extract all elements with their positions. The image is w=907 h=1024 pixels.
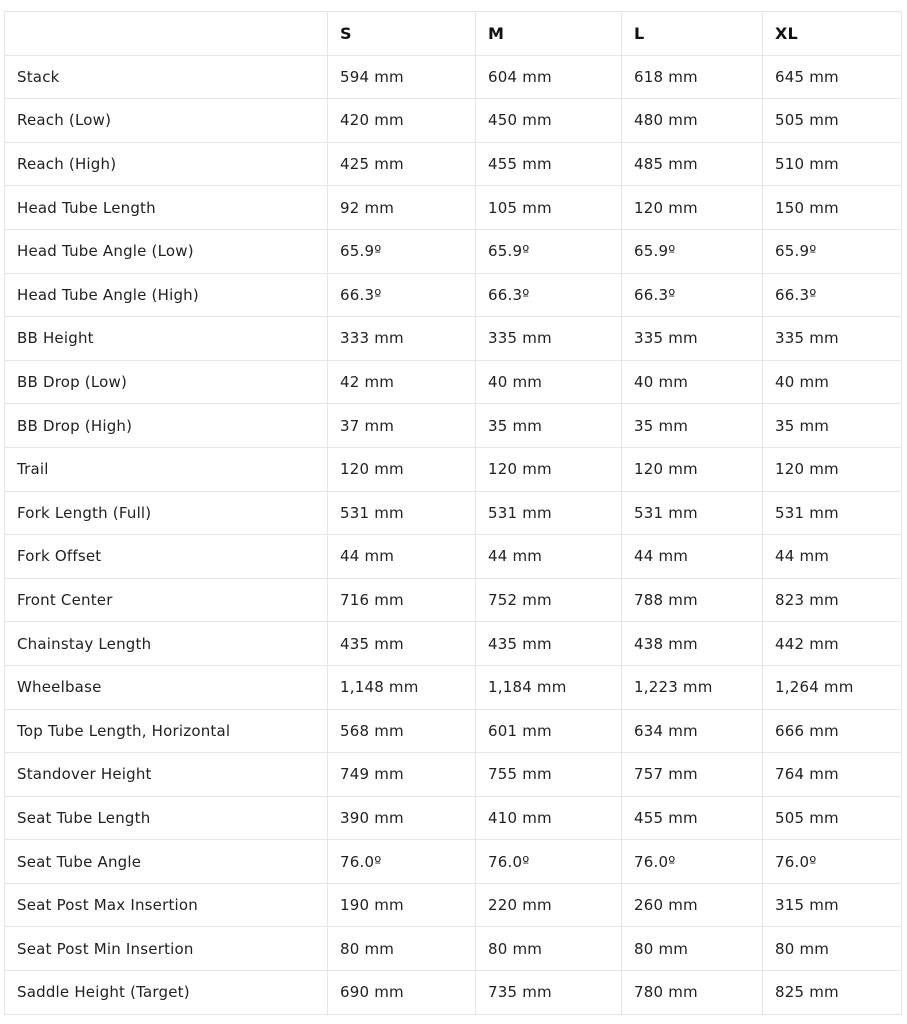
table-cell: 120 mm xyxy=(328,447,476,491)
row-label: Fork Offset xyxy=(5,535,328,579)
table-row xyxy=(5,578,902,622)
table-cell: 604 mm xyxy=(476,55,622,99)
geometry-table xyxy=(4,11,902,1015)
table-cell: 65.9º xyxy=(476,229,622,273)
table-cell: 435 mm xyxy=(476,622,622,666)
table-cell: 568 mm xyxy=(328,709,476,753)
table-cell: 80 mm xyxy=(763,927,902,971)
table-row xyxy=(5,317,902,361)
table-cell: 752 mm xyxy=(476,578,622,622)
table-row xyxy=(5,665,902,709)
table-cell: 510 mm xyxy=(763,142,902,186)
table-cell: 531 mm xyxy=(328,491,476,535)
table-cell: 66.3º xyxy=(476,273,622,317)
table-cell: 531 mm xyxy=(476,491,622,535)
table-cell: 66.3º xyxy=(622,273,763,317)
table-cell: 690 mm xyxy=(328,971,476,1015)
table-cell: 335 mm xyxy=(476,317,622,361)
table-cell: 735 mm xyxy=(476,971,622,1015)
table-cell: 260 mm xyxy=(622,883,763,927)
table-cell: 823 mm xyxy=(763,578,902,622)
table-row xyxy=(5,535,902,579)
row-label: Chainstay Length xyxy=(5,622,328,666)
table-cell: 66.3º xyxy=(328,273,476,317)
row-label: Head Tube Angle (High) xyxy=(5,273,328,317)
table-cell: 92 mm xyxy=(328,186,476,230)
row-label: Standover Height xyxy=(5,753,328,797)
table-cell: 825 mm xyxy=(763,971,902,1015)
row-label: Seat Post Min Insertion xyxy=(5,927,328,971)
table-cell: 76.0º xyxy=(763,840,902,884)
table-cell: 120 mm xyxy=(476,447,622,491)
table-cell: 120 mm xyxy=(622,447,763,491)
table-row xyxy=(5,186,902,230)
table-cell: 531 mm xyxy=(763,491,902,535)
table-cell: 44 mm xyxy=(328,535,476,579)
table-cell: 438 mm xyxy=(622,622,763,666)
table-cell: 1,184 mm xyxy=(476,665,622,709)
table-cell: 420 mm xyxy=(328,99,476,143)
table-row xyxy=(5,404,902,448)
table-cell: 755 mm xyxy=(476,753,622,797)
row-label: Stack xyxy=(5,55,328,99)
row-label: Reach (Low) xyxy=(5,99,328,143)
table-cell: 315 mm xyxy=(763,883,902,927)
row-label: Fork Length (Full) xyxy=(5,491,328,535)
table-cell: 435 mm xyxy=(328,622,476,666)
table-cell: 1,264 mm xyxy=(763,665,902,709)
table-cell: 425 mm xyxy=(328,142,476,186)
row-label: Seat Tube Angle xyxy=(5,840,328,884)
table-cell: 410 mm xyxy=(476,796,622,840)
table-cell: 40 mm xyxy=(476,360,622,404)
row-label: Trail xyxy=(5,447,328,491)
table-cell: 1,223 mm xyxy=(622,665,763,709)
table-cell: 645 mm xyxy=(763,55,902,99)
table-cell: 594 mm xyxy=(328,55,476,99)
table-cell: 37 mm xyxy=(328,404,476,448)
table-cell: 120 mm xyxy=(622,186,763,230)
table-cell: 76.0º xyxy=(476,840,622,884)
table-cell: 764 mm xyxy=(763,753,902,797)
table-cell: 80 mm xyxy=(622,927,763,971)
table-cell: 35 mm xyxy=(622,404,763,448)
header-size-l: L xyxy=(622,12,763,56)
table-cell: 757 mm xyxy=(622,753,763,797)
table-header xyxy=(5,12,902,56)
table-cell: 42 mm xyxy=(328,360,476,404)
table-row xyxy=(5,99,902,143)
table-cell: 40 mm xyxy=(622,360,763,404)
row-label: Saddle Height (Target) xyxy=(5,971,328,1015)
row-label: Front Center xyxy=(5,578,328,622)
table-row xyxy=(5,622,902,666)
table-cell: 442 mm xyxy=(763,622,902,666)
row-label: Head Tube Angle (Low) xyxy=(5,229,328,273)
table-cell: 455 mm xyxy=(476,142,622,186)
table-cell: 531 mm xyxy=(622,491,763,535)
table-cell: 335 mm xyxy=(763,317,902,361)
table-cell: 44 mm xyxy=(476,535,622,579)
header-size-s: S xyxy=(328,12,476,56)
table-row xyxy=(5,971,902,1015)
table-cell: 66.3º xyxy=(763,273,902,317)
table-row xyxy=(5,796,902,840)
table-cell: 390 mm xyxy=(328,796,476,840)
table-cell: 44 mm xyxy=(763,535,902,579)
table-cell: 618 mm xyxy=(622,55,763,99)
table-cell: 505 mm xyxy=(763,99,902,143)
table-cell: 335 mm xyxy=(622,317,763,361)
table-cell: 65.9º xyxy=(763,229,902,273)
row-label: Reach (High) xyxy=(5,142,328,186)
row-label: Seat Post Max Insertion xyxy=(5,883,328,927)
table-cell: 716 mm xyxy=(328,578,476,622)
table-cell: 65.9º xyxy=(328,229,476,273)
row-label: BB Drop (Low) xyxy=(5,360,328,404)
row-label: Seat Tube Length xyxy=(5,796,328,840)
table-cell: 76.0º xyxy=(622,840,763,884)
table-row xyxy=(5,142,902,186)
row-label: Top Tube Length, Horizontal xyxy=(5,709,328,753)
table-cell: 788 mm xyxy=(622,578,763,622)
table-row xyxy=(5,229,902,273)
row-label: Wheelbase xyxy=(5,665,328,709)
table-cell: 80 mm xyxy=(328,927,476,971)
table-cell: 666 mm xyxy=(763,709,902,753)
table-cell: 220 mm xyxy=(476,883,622,927)
header-corner xyxy=(5,12,328,56)
header-row xyxy=(5,12,902,56)
table-cell: 480 mm xyxy=(622,99,763,143)
table-cell: 749 mm xyxy=(328,753,476,797)
table-cell: 634 mm xyxy=(622,709,763,753)
table-row xyxy=(5,447,902,491)
table-cell: 120 mm xyxy=(763,447,902,491)
table-row xyxy=(5,927,902,971)
row-label: BB Height xyxy=(5,317,328,361)
table-cell: 150 mm xyxy=(763,186,902,230)
table-cell: 44 mm xyxy=(622,535,763,579)
header-size-xl: XL xyxy=(763,12,902,56)
table-row xyxy=(5,273,902,317)
table-cell: 333 mm xyxy=(328,317,476,361)
table-cell: 65.9º xyxy=(622,229,763,273)
table-cell: 455 mm xyxy=(622,796,763,840)
table-cell: 780 mm xyxy=(622,971,763,1015)
table-row xyxy=(5,883,902,927)
table-cell: 105 mm xyxy=(476,186,622,230)
header-size-m: M xyxy=(476,12,622,56)
table-body xyxy=(5,55,902,1014)
table-cell: 505 mm xyxy=(763,796,902,840)
table-cell: 190 mm xyxy=(328,883,476,927)
table-cell: 80 mm xyxy=(476,927,622,971)
table-row xyxy=(5,360,902,404)
table-cell: 450 mm xyxy=(476,99,622,143)
table-row xyxy=(5,840,902,884)
table-row xyxy=(5,709,902,753)
table-cell: 40 mm xyxy=(763,360,902,404)
table-cell: 601 mm xyxy=(476,709,622,753)
table-cell: 35 mm xyxy=(763,404,902,448)
table-cell: 485 mm xyxy=(622,142,763,186)
table-row xyxy=(5,491,902,535)
row-label: BB Drop (High) xyxy=(5,404,328,448)
row-label: Head Tube Length xyxy=(5,186,328,230)
table-cell: 76.0º xyxy=(328,840,476,884)
table-row xyxy=(5,55,902,99)
table-cell: 1,148 mm xyxy=(328,665,476,709)
table-cell: 35 mm xyxy=(476,404,622,448)
table-row xyxy=(5,753,902,797)
